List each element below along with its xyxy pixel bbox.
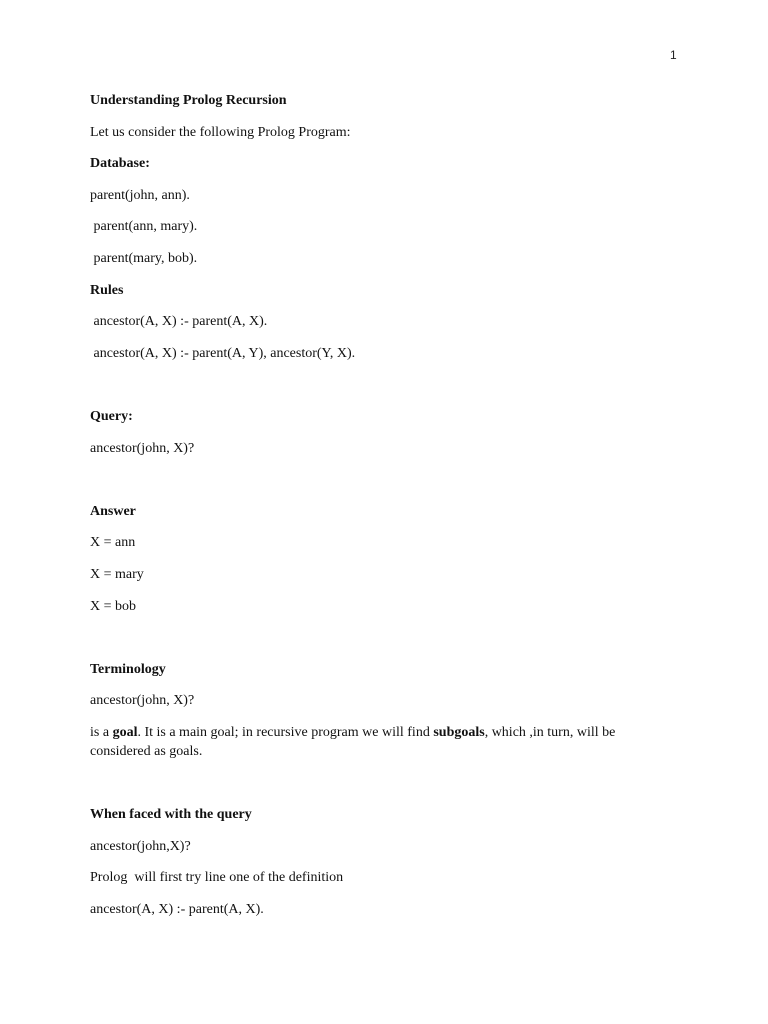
- goal-term: goal: [112, 724, 138, 740]
- faced-heading: When faced with the query: [90, 807, 252, 823]
- query-heading: Query:: [90, 408, 133, 424]
- terminology-heading: Terminology: [90, 661, 166, 677]
- faced-rule: ancestor(A, X) :- parent(A, X).: [90, 901, 264, 917]
- query-text: ancestor(john, X)?: [90, 440, 195, 456]
- explanation-text: . It is a main goal; in recursive program we will find: [137, 724, 434, 740]
- subgoals-term: subgoals: [433, 724, 485, 740]
- database-fact: parent(mary, bob).: [90, 250, 198, 266]
- terminology-term: ancestor(john, X)?: [90, 693, 195, 709]
- terminology-explanation: [90, 723, 678, 761]
- database-heading: Database:: [90, 156, 150, 172]
- explanation-text: is a: [90, 724, 113, 740]
- blank-line: [90, 773, 678, 792]
- document-title: Understanding Prolog Recursion: [90, 93, 287, 108]
- rules-heading: Rules: [90, 282, 124, 298]
- rule-line: ancestor(A, X) :- parent(A, X).: [90, 314, 268, 330]
- answer-line: X = mary: [90, 566, 144, 582]
- faced-text: Prolog will first try line one of the definition: [90, 870, 344, 886]
- blank-line: [90, 470, 678, 489]
- intro-text: Let us consider the following Prolog Program:: [90, 124, 351, 140]
- blank-line: [90, 628, 678, 647]
- rule-line: ancestor(A, X) :- parent(A, Y), ancestor(Y, X).: [90, 345, 356, 361]
- answer-line: X = ann: [90, 535, 136, 551]
- database-fact: parent(john, ann).: [90, 187, 190, 203]
- blank-line: [90, 375, 678, 394]
- faced-query: ancestor(john,X)?: [90, 838, 191, 854]
- explanation-text: , which ,in turn, will be considered as goals.: [90, 724, 619, 759]
- document-body: [90, 91, 678, 931]
- database-fact: parent(ann, mary).: [90, 219, 198, 235]
- page-number: 1: [670, 48, 677, 62]
- answer-line: X = bob: [90, 598, 137, 614]
- answer-heading: Answer: [90, 503, 136, 519]
